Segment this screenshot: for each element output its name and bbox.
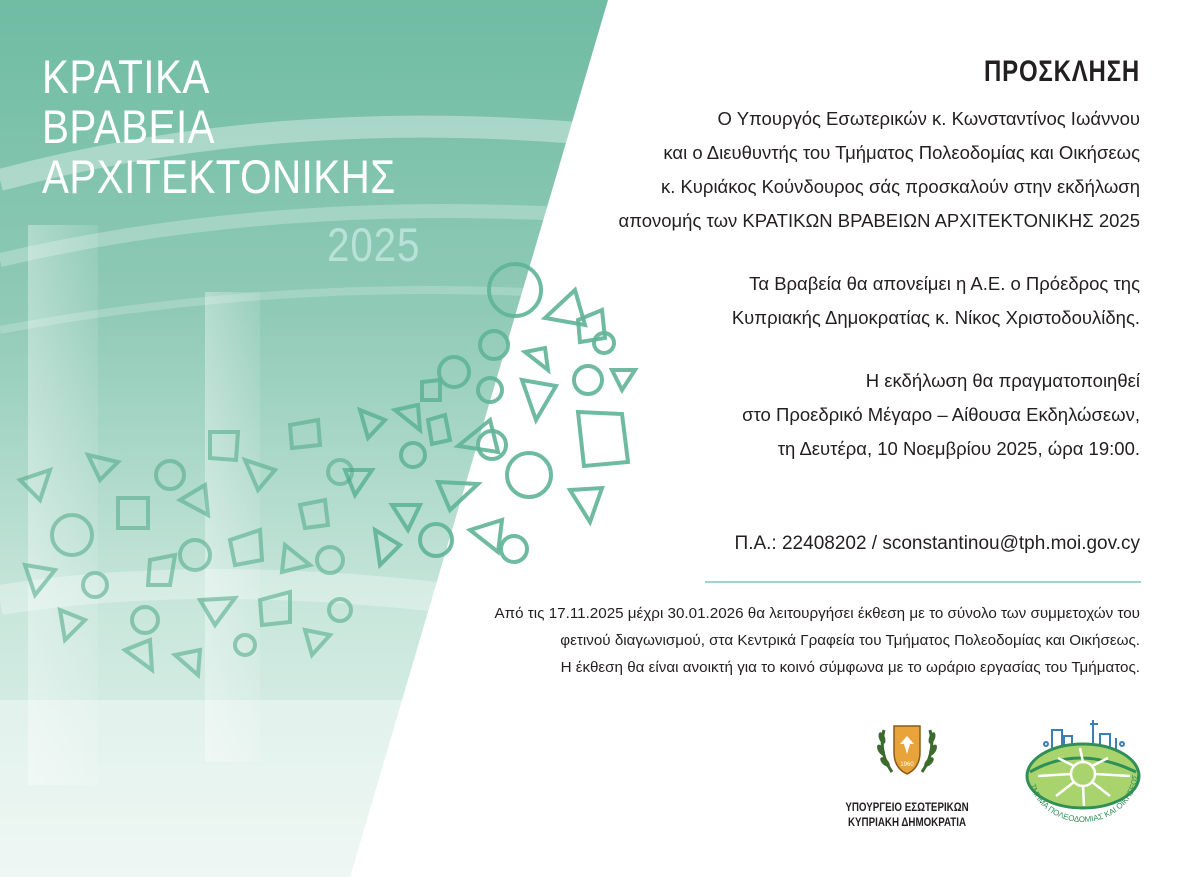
ministry-caption-line-1: ΥΠΟΥΡΓΕΙΟ ΕΣΩΤΕΡΙΚΩΝ bbox=[845, 802, 969, 814]
award-title bbox=[42, 50, 453, 271]
title-line-2: ΒΡΑΒΕΙΑ bbox=[42, 100, 216, 153]
title-line-3: ΑΡΧΙΤΕΚΤΟΝΙΚΗΣ bbox=[42, 150, 396, 203]
text-line: απονομής των ΚΡΑΤΙΚΩΝ ΒΡΑΒΕΙΩΝ ΑΡΧΙΤΕΚΤΟΝΙΚΗΣ 2025 bbox=[618, 210, 1140, 231]
text-line: Από τις 17.11.2025 μέχρι 30.01.2026 θα λειτουργήσει έκθεση με το σύνολο των συμμετοχών του bbox=[494, 605, 1140, 622]
invitation-heading: ΠΡΟΣΚΛΗΣΗ bbox=[983, 55, 1140, 88]
emblem-year: 1960 bbox=[900, 762, 914, 768]
text-line: και ο Διευθυντής του Τμήματος Πολεοδομίας και Οικήσεως bbox=[663, 142, 1140, 163]
text-line: Η εκδήλωση θα πραγματοποιηθεί bbox=[865, 370, 1140, 391]
invitation-paragraph-presenter bbox=[732, 267, 1140, 335]
text-line: Τα Βραβεία θα απονείμει η Α.Ε. ο Πρόεδρος της bbox=[749, 273, 1140, 294]
rsvp-contact: Π.Α.: 22408202 / sconstantinou@tph.moi.gov.cy bbox=[734, 533, 1140, 554]
text-line: τη Δευτέρα, 10 Νοεμβρίου 2025, ώρα 19:00. bbox=[777, 438, 1140, 459]
department-ring-text: ΤΜΗΜΑ ΠΟΛΕΟΔΟΜΙΑΣ ΚΑΙ ΟΙΚΗΣΕΩΣ bbox=[1027, 774, 1140, 825]
title-year: 2025 bbox=[327, 218, 421, 271]
ministry-caption-line-2: ΚΥΠΡΙΑΚΗ ΔΗΜΟΚΡΑΤΙΑ bbox=[847, 817, 967, 829]
ministry-logo bbox=[832, 722, 982, 831]
planning-department-logo bbox=[1018, 714, 1148, 834]
text-line: Η έκθεση θα είναι ανοικτή για το κοινό σύμφωνα με το ωράριο εργασίας του Τμήματος. bbox=[560, 659, 1140, 676]
divider bbox=[705, 581, 1141, 583]
text-line: στο Προεδρικό Μέγαρο – Αίθουσα Εκδηλώσεων, bbox=[742, 404, 1140, 425]
invitation-paragraph-venue bbox=[742, 364, 1140, 466]
text-line: φετινού διαγωνισμού, στα Κεντρικά Γραφεία του Τμήματος Πολεοδομίας και Οικήσεως. bbox=[560, 632, 1140, 649]
title-line-1: ΚΡΑΤΙΚΑ bbox=[42, 50, 210, 103]
text-line: Κυπριακής Δημοκρατίας κ. Νίκος Χριστοδουλίδης. bbox=[731, 307, 1140, 328]
text-line: Ο Υπουργός Εσωτερικών κ. Κωνσταντίνος Ιωάννου bbox=[717, 108, 1140, 129]
exhibition-notice bbox=[495, 600, 1140, 681]
cyprus-coat-of-arms-icon bbox=[872, 722, 942, 782]
column bbox=[205, 292, 260, 762]
text-line: κ. Κυριάκος Κούνδουρος σάς προσκαλούν στην εκδήλωση bbox=[660, 176, 1140, 197]
invitation-paragraph-hosts bbox=[619, 102, 1141, 238]
